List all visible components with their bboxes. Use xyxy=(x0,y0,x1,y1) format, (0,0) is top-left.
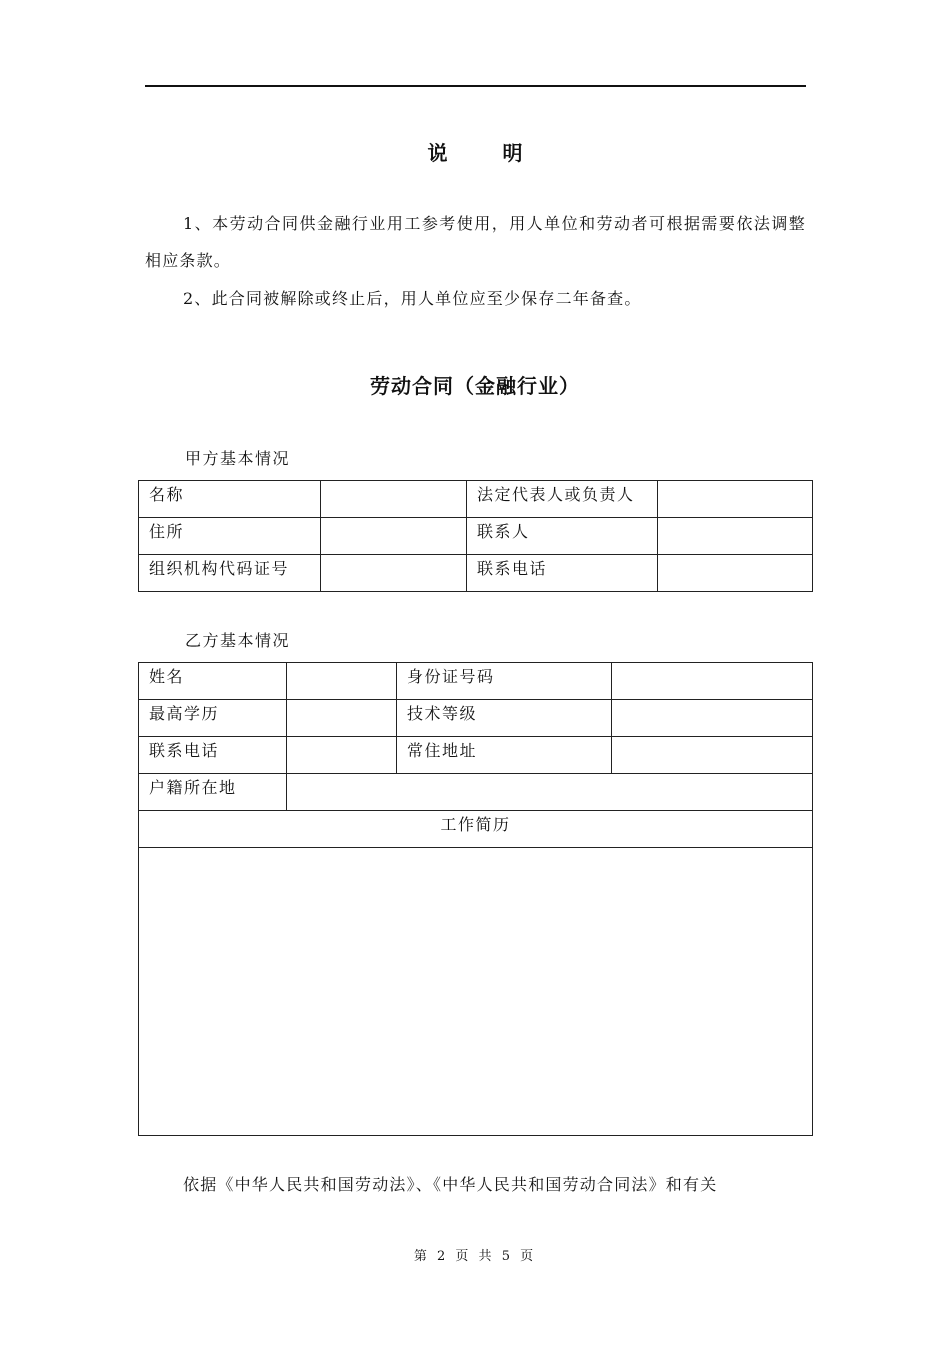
table-row xyxy=(139,774,813,811)
table-row xyxy=(139,663,813,700)
party-a-phone-label: 联系电话 xyxy=(467,555,658,592)
table-row xyxy=(139,737,813,774)
party-a-address-field[interactable] xyxy=(321,518,467,555)
party-b-table xyxy=(138,662,813,1136)
table-row xyxy=(139,700,813,737)
party-b-education-label: 最高学历 xyxy=(139,700,287,737)
legal-basis-text: 依据《中华人民共和国劳动法》、《中华人民共和国劳动合同法》和有关 xyxy=(183,1175,718,1194)
party-b-skill-field[interactable] xyxy=(612,700,813,737)
party-a-legal-rep-field[interactable] xyxy=(658,481,813,518)
top-rule xyxy=(145,85,806,87)
party-a-contact-field[interactable] xyxy=(658,518,813,555)
table-row xyxy=(139,518,813,555)
party-a-name-label: 名称 xyxy=(139,481,321,518)
party-b-education-field[interactable] xyxy=(287,700,397,737)
table-row xyxy=(139,848,813,1136)
party-b-phone-label: 联系电话 xyxy=(139,737,287,774)
table-row xyxy=(139,481,813,518)
party-b-name-field[interactable] xyxy=(287,663,397,700)
party-b-phone-field[interactable] xyxy=(287,737,397,774)
party-b-residence-field[interactable] xyxy=(612,737,813,774)
party-a-table xyxy=(138,480,813,592)
page-number-footer: 第 2 页 共 5 页 xyxy=(413,1249,537,1264)
party-a-name-field[interactable] xyxy=(321,481,467,518)
party-b-residence-label: 常住地址 xyxy=(397,737,612,774)
table-row xyxy=(139,811,813,848)
party-b-id-field[interactable] xyxy=(612,663,813,700)
work-history-header: 工作简历 xyxy=(139,811,813,848)
party-a-legal-rep-label: 法定代表人或负责人 xyxy=(467,481,658,518)
party-a-address-label: 住所 xyxy=(139,518,321,555)
party-b-section-label: 乙方基本情况 xyxy=(185,631,291,650)
party-b-skill-label: 技术等级 xyxy=(397,700,612,737)
party-a-phone-field[interactable] xyxy=(658,555,813,592)
contract-title: 劳动合同（金融行业） xyxy=(370,374,580,398)
party-a-contact-label: 联系人 xyxy=(467,518,658,555)
party-a-section-label: 甲方基本情况 xyxy=(185,449,291,468)
table-row xyxy=(139,555,813,592)
party-b-id-label: 身份证号码 xyxy=(397,663,612,700)
party-a-org-code-label: 组织机构代码证号 xyxy=(139,555,321,592)
work-history-field[interactable] xyxy=(139,848,813,1136)
party-b-name-label: 姓名 xyxy=(139,663,287,700)
party-b-hukou-label: 户籍所在地 xyxy=(139,774,287,811)
note-item-1: 1、本劳动合同供金融行业用工参考使用，用人单位和劳动者可根据需要依法调整相应条款。 xyxy=(145,214,806,270)
notes-title: 说 明 xyxy=(427,141,547,165)
party-b-hukou-field[interactable] xyxy=(287,774,813,811)
note-item-2: 2、此合同被解除或终止后，用人单位应至少保存二年备查。 xyxy=(183,289,642,308)
party-a-org-code-field[interactable] xyxy=(321,555,467,592)
